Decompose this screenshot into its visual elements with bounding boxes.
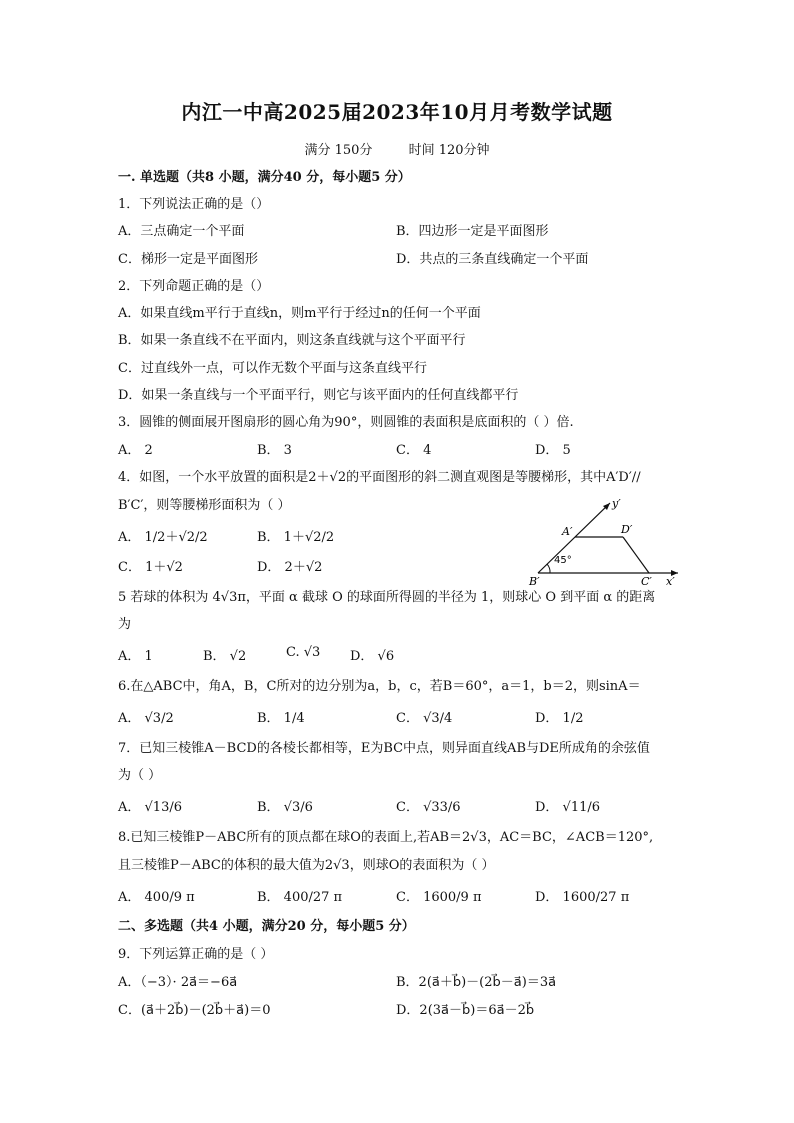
q7-stem-line1: 7．已知三棱锥A－BCD的各棱长都相等，E为BC中点，则异面直线AB与DE所成角的余弦值 <box>118 741 650 756</box>
q8-stem-line2: 且三棱锥P－ABC的体积的最大值为2√3，则球O的表面积为（ ） <box>118 858 495 873</box>
label-b: B′ <box>529 575 540 588</box>
q1-option-a: A．三点确定一个平面 <box>118 224 245 239</box>
angle-arc <box>547 564 550 573</box>
q7-option-c: C． √33/6 <box>396 800 461 815</box>
q2-option-b: B．如果一条直线不在平面内，则这条直线就与这个平面平行 <box>118 333 466 348</box>
q2-option-a: A．如果直线m平行于直线n，则m平行于经过n的任何一个平面 <box>118 306 481 321</box>
q3-option-c: C． 4 <box>396 443 432 458</box>
q1-option-b: B．四边形一定是平面图形 <box>396 224 549 239</box>
q3-stem: 3．圆锥的侧面展开图扇形的圆心角为90°，则圆锥的表面积是底面积的（ ）倍. <box>118 415 574 430</box>
section-multi-choice: 二、多选题（共4 小题，满分20 分，每小题5 分） <box>118 919 415 934</box>
q9-option-c: C．(a⃗＋2b⃗)－(2b⃗＋a⃗)＝0 <box>118 1003 271 1018</box>
q4-option-b: B． 1＋√2/2 <box>257 530 335 545</box>
exam-info <box>0 139 794 158</box>
q9-stem: 9．下列运算正确的是（ ） <box>118 947 274 962</box>
q8-stem-line1: 8.已知三棱锥P－ABC所有的顶点都在球O的表面上,若AB＝2√3，AC＝BC，∠ACB＝120°, <box>118 830 654 845</box>
q4-option-d: D． 2＋√2 <box>257 560 323 575</box>
q8-option-d: D． 1600/27 π <box>535 890 630 905</box>
q5-option-a: A． 1 <box>118 649 153 664</box>
label-angle: 45° <box>554 555 572 566</box>
q7-stem-line2: 为（ ） <box>118 768 162 783</box>
q4-stem-line2: B′C′，则等腰梯形面积为（ ） <box>118 498 291 513</box>
label-d: D′ <box>621 523 633 536</box>
q6-option-a: A． √3/2 <box>118 711 174 726</box>
q4-option-a: A． 1/2＋√2/2 <box>118 530 208 545</box>
q1-stem: 1．下列说法正确的是（） <box>118 197 270 212</box>
q7-option-b: B． √3/6 <box>257 800 313 815</box>
q9-option-d: D．2(3a⃗－b⃗)＝6a⃗－2b⃗ <box>396 1003 535 1018</box>
q7-option-d: D． √11/6 <box>535 800 601 815</box>
y-axis <box>538 503 610 573</box>
q5-stem-line1: 5 若球的体积为 4√3π，平面 α 截球 O 的球面所得圆的半径为 1，则球心 O 到平面 α 的距离 <box>118 590 656 605</box>
q4-stem-line1: 4．如图，一个水平放置的面积是2＋√2的平面图形的斜二测直观图是等腰梯形，其中A′D′// <box>118 470 641 485</box>
q9-option-b: B．2(a⃗＋b⃗)－(2b⃗－a⃗)＝3a⃗ <box>396 975 557 990</box>
q8-option-b: B． 400/27 π <box>257 890 343 905</box>
q5-option-d: D． √6 <box>350 649 395 664</box>
q1-option-d: D．共点的三条直线确定一个平面 <box>396 252 589 267</box>
q2-stem: 2．下列命题正确的是（） <box>118 279 270 294</box>
q5-option-c: C. √3 <box>286 645 321 660</box>
q5-stem-line2: 为 <box>118 617 132 632</box>
label-y: y′ <box>612 497 621 510</box>
trapezoid-figure <box>528 496 684 588</box>
q6-option-c: C． √3/4 <box>396 711 453 726</box>
q2-option-d: D．如果一条直线与一个平面平行，则它与该平面内的任何直线都平行 <box>118 388 519 403</box>
q2-option-c: C．过直线外一点，可以作无数个平面与这条直线平行 <box>118 361 427 376</box>
q3-option-b: B． 3 <box>257 443 292 458</box>
right-leg <box>623 537 649 573</box>
exam-time: 时间 120分钟 <box>408 143 490 158</box>
q3-option-d: D． 5 <box>535 443 571 458</box>
q1-option-c: C．梯形一定是平面图形 <box>118 252 258 267</box>
q8-option-a: A． 400/9 π <box>118 890 195 905</box>
q6-stem: 6.在△ABC中，角A，B，C所对的边分别为a，b，c，若B＝60°，a＝1，b＝2，则sinA＝ <box>118 679 641 694</box>
q5-option-b: B． √2 <box>203 649 247 664</box>
q9-option-a: A．（−3）· 2a⃗＝−6a⃗ <box>118 975 238 990</box>
q3-option-a: A． 2 <box>118 443 153 458</box>
label-a: A′ <box>562 525 573 538</box>
page-title: 内江一中高2025届2023年10月月考数学试题 <box>181 100 613 124</box>
section-single-choice: 一. 单选题（共8 小题，满分40 分，每小题5 分） <box>118 170 411 185</box>
q4-option-c: C． 1＋√2 <box>118 560 183 575</box>
full-score: 满分 150分 <box>304 143 373 158</box>
q6-option-d: D． 1/2 <box>535 711 584 726</box>
label-c: C′ <box>641 575 652 588</box>
q6-option-b: B． 1/4 <box>257 711 305 726</box>
label-x: x′ <box>666 575 675 588</box>
q7-option-a: A． √13/6 <box>118 800 182 815</box>
q8-option-c: C． 1600/9 π <box>396 890 482 905</box>
